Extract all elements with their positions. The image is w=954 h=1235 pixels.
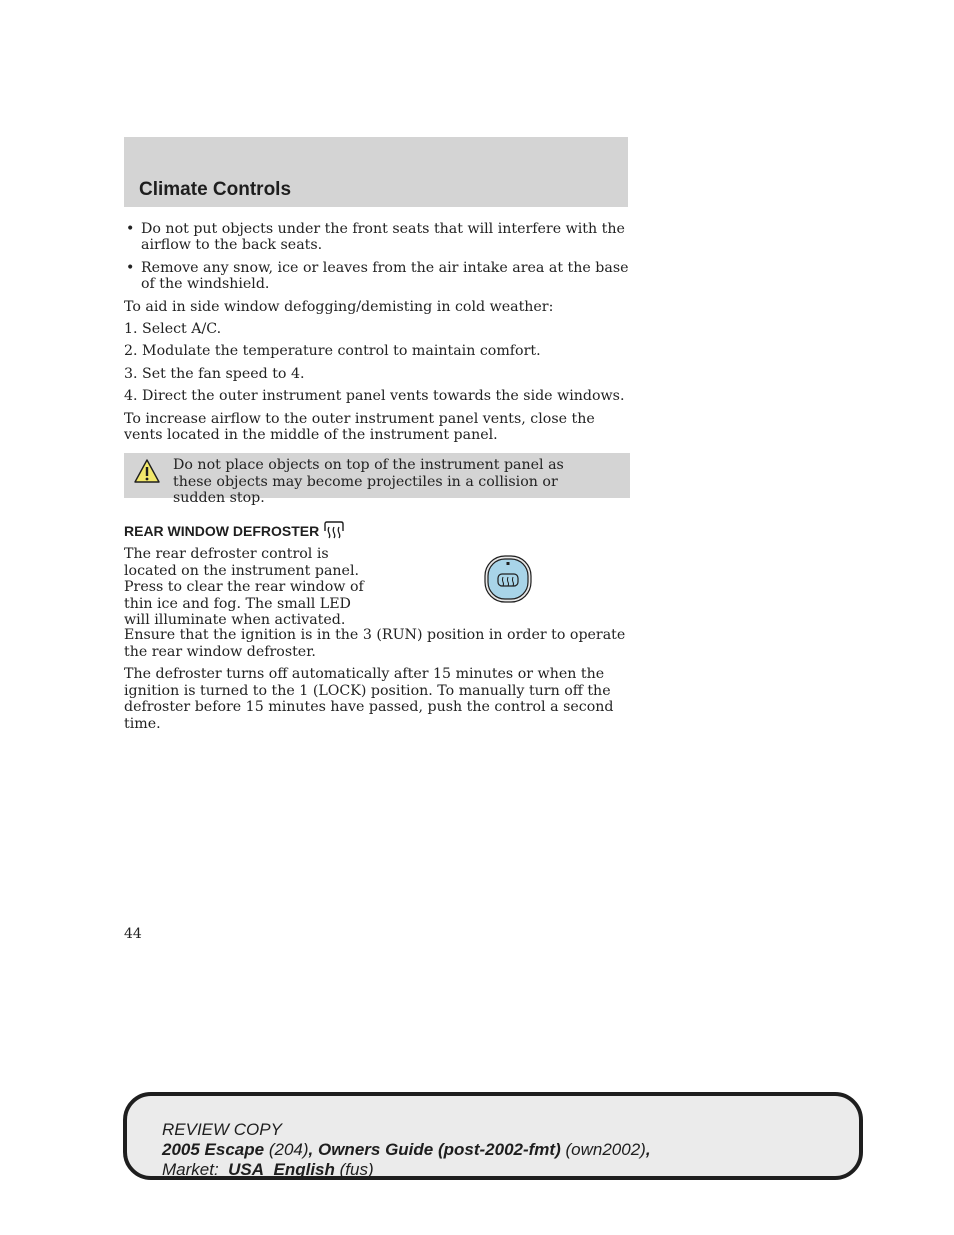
footer-market-label: Market: bbox=[162, 1160, 219, 1179]
footer-model-code: (204) bbox=[268, 1140, 309, 1159]
warning-box bbox=[124, 453, 630, 507]
defog-step: 3. Set the fan speed to 4. bbox=[124, 365, 305, 382]
warning-triangle-icon bbox=[134, 458, 160, 484]
rear-defroster-button-icon bbox=[483, 554, 533, 604]
footer-model: 2005 Escape bbox=[162, 1140, 265, 1159]
section-title: Climate Controls bbox=[139, 179, 292, 200]
rear-defroster-icon bbox=[323, 521, 345, 539]
rear-defroster-timer-note: The defroster turns off automatically after 15 minutes or when the ignition is turned to the 1 (LOCK) position. To manually turn off the defroster before 15 minutes have passed, push the control a second time. bbox=[124, 666, 614, 732]
bullet-item bbox=[124, 221, 630, 254]
defog-step: 2. Modulate the temperature control to maintain comfort. bbox=[124, 343, 541, 360]
review-copy-footer bbox=[123, 1092, 863, 1180]
footer-market: USA_English bbox=[228, 1160, 335, 1179]
bullet-list bbox=[124, 221, 630, 293]
bullet-dot: • bbox=[126, 259, 135, 276]
footer-separator: , bbox=[308, 1140, 314, 1159]
footer-guide-line bbox=[162, 1140, 651, 1160]
review-copy-label: REVIEW COPY bbox=[162, 1120, 282, 1139]
defog-intro: To aid in side window defogging/demisting in cold weather: bbox=[124, 298, 554, 315]
bullet-item bbox=[124, 260, 630, 293]
page-content bbox=[124, 221, 630, 738]
defog-step: 4. Direct the outer instrument panel vents towards the side windows. bbox=[124, 388, 625, 405]
page-number: 44 bbox=[124, 926, 142, 942]
footer-guide: Owners Guide (post-2002-fmt) bbox=[317, 1140, 561, 1159]
rear-defroster-heading bbox=[124, 521, 630, 539]
footer-market-code: (fus) bbox=[339, 1160, 374, 1179]
rear-defroster-heading-text: REAR WINDOW DEFROSTER bbox=[124, 523, 320, 540]
rear-defroster-row bbox=[124, 546, 630, 629]
footer-guide-code: (own2002) bbox=[565, 1140, 646, 1159]
defog-step: 1. Select A/C. bbox=[124, 321, 222, 338]
rear-defroster-ignition-note: Ensure that the ignition is in the 3 (RUN) position in order to operate the rear window defroster. bbox=[124, 627, 626, 660]
footer-separator: , bbox=[645, 1140, 651, 1159]
section-header bbox=[124, 137, 628, 207]
bullet-dot: • bbox=[126, 221, 135, 237]
warning-text: Do not place objects on top of the instrument panel as these objects may become projectiles in a collision or sudden stop. bbox=[173, 457, 564, 507]
airflow-note: To increase airflow to the outer instrument panel vents, close the vents located in the middle of the instrument panel. bbox=[124, 410, 595, 444]
bullet-text: Do not put objects under the front seats that will interfere with the airflow to the back seats. bbox=[141, 221, 625, 254]
bullet-text: Remove any snow, ice or leaves from the air intake area at the base of the windshield. bbox=[141, 259, 629, 293]
rear-defroster-description: The rear defroster control is located on the instrument panel. Press to clear the rear window of thin ice and fog. The small LED will illuminate when activated. bbox=[124, 546, 364, 629]
footer-market-line bbox=[162, 1160, 651, 1180]
